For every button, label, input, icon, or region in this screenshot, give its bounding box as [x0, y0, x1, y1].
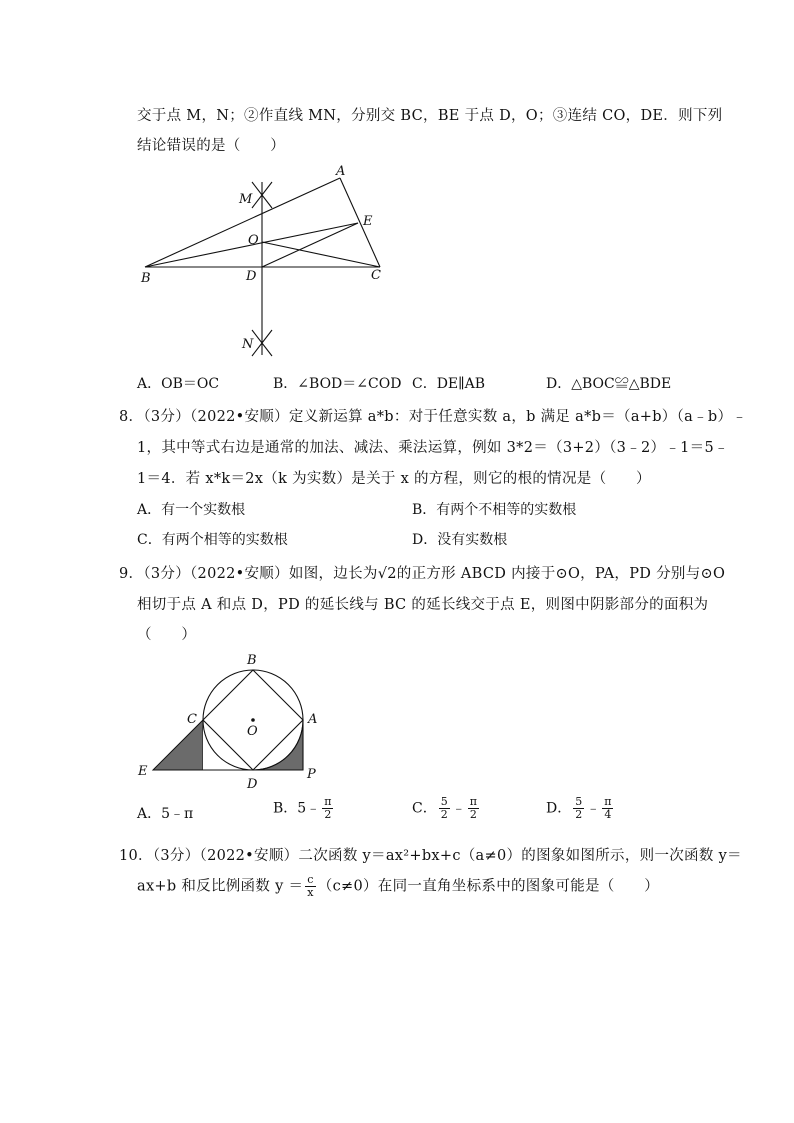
label-c: C: [187, 712, 197, 727]
q8-option-c: C．有两个相等的实数根: [137, 532, 288, 548]
q9-figure: [135, 648, 335, 793]
label-c: C: [371, 268, 381, 283]
q9-option-c: C． $\frac{5}{2}$ ﹣ $\frac{\pi}{2}$: [412, 795, 477, 821]
label-m: M: [239, 192, 253, 207]
q7-option-c: C．DE∥AB: [412, 376, 486, 392]
q10-text-line2: ax+b 和反比例函数 y ＝ $\frac{c}{x}$ （c≠0）在同一直角坐标系中的图象可能是（ ）: [137, 873, 659, 899]
shaded-region-left: [153, 720, 203, 770]
label-b: B: [141, 271, 151, 286]
q8-option-a: A．有一个实数根: [137, 502, 246, 518]
label-n: N: [242, 337, 254, 352]
label-o: O: [248, 233, 259, 248]
q9-text-line2: 相切于点 A 和点 D，PD 的延长线与 BC 的延长线交于点 E，则图中阴影部分的面积为: [137, 597, 709, 613]
q8-text-line3: 1＝4．若 x*k＝2x（k 为实数）是关于 x 的方程，则它的根的情况是（ ）: [137, 471, 651, 487]
q8-option-d: D．没有实数根: [412, 532, 508, 548]
label-e: E: [363, 214, 373, 229]
segment-ac: [340, 178, 380, 267]
q10-text-line1: 10．（3分）（2022•安顺）二次函数 y＝ax²+bx+c（a≠0）的图象如图所示，则一次函数 y＝: [119, 848, 742, 864]
label-p: P: [307, 767, 316, 782]
q9-option-b: B．5﹣ $\frac{\pi}{2}$: [273, 795, 332, 821]
label-b: B: [247, 653, 257, 668]
q7-option-d: D．△BOC≌△BDE: [546, 376, 672, 392]
center-dot: [251, 718, 255, 722]
q7-option-b: B．∠BOD＝∠COD: [273, 376, 402, 392]
q7-text-line1: 交于点 M，N；②作直线 MN，分别交 BC，BE 于点 D，O；③连结 CO，DE．则下列: [137, 108, 723, 124]
q8-text-line1: 8．（3分）（2022•安顺）定义新运算 a*b：对于任意实数 a，b 满足 a*b＝（a+b）（a﹣b）﹣: [119, 409, 748, 425]
q7-figure: [135, 160, 395, 365]
q9-option-d: D． $\frac{5}{2}$ ﹣ $\frac{\pi}{4}$: [546, 795, 612, 821]
label-e: E: [138, 764, 148, 779]
label-a: A: [308, 712, 318, 727]
label-o: O: [247, 724, 258, 739]
q8-text-line2: 1，其中等式右边是通常的加法、减法、乘法运算，例如 3*2＝（3+2）（3﹣2）﹣1＝5﹣: [137, 440, 729, 456]
q8-option-b: B．有两个不相等的实数根: [412, 502, 577, 518]
q9-text-line1: 9．（3分）（2022•安顺）如图，边长为√2的正方形 ABCD 内接于⊙O，PA，PD 分别与⊙O: [119, 566, 726, 582]
q7-text-line2: 结论错误的是（ ）: [137, 138, 285, 154]
q9-text-line3: （ ）: [137, 627, 197, 643]
segment-co: [262, 242, 380, 267]
q9-option-a: A．5﹣π: [137, 806, 194, 822]
label-a: A: [336, 164, 346, 179]
q7-option-a: A．OB＝OC: [137, 376, 220, 392]
label-d: D: [246, 269, 257, 284]
label-d: D: [247, 777, 258, 792]
